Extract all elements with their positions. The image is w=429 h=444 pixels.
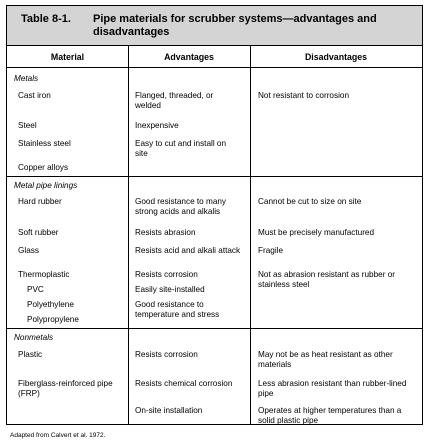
table-footnote: Adapted from Calvert et al. 1972. xyxy=(10,432,106,439)
material-cell: Stainless steel xyxy=(18,139,71,148)
disadvantages-cell: Cannot be cut to size on site xyxy=(258,197,362,206)
column-divider xyxy=(128,46,129,424)
advantages-cell: Resists corrosion xyxy=(135,350,198,359)
table-title-bar xyxy=(7,6,422,46)
material-cell: Fiberglass-reinforced pipe (FRP) xyxy=(18,379,113,398)
material-cell: Soft rubber xyxy=(18,228,59,237)
material-cell: PVC xyxy=(27,285,44,294)
group-label-metals: Metals xyxy=(14,74,39,83)
material-cell: Thermoplastic xyxy=(18,270,70,279)
pipe-materials-table xyxy=(6,5,423,425)
material-cell: Cast iron xyxy=(18,91,51,100)
disadvantages-cell: Must be precisely manufactured xyxy=(258,228,375,237)
group-divider xyxy=(7,176,422,177)
advantages-cell: Resists abrasion xyxy=(135,228,196,237)
table-title: Pipe materials for scrubber systems—advantages and disadvantages xyxy=(93,13,377,39)
material-cell: Polyethylene xyxy=(27,300,74,309)
material-cell: Copper alloys xyxy=(18,163,69,172)
material-cell: Polypropylene xyxy=(27,315,79,324)
group-divider xyxy=(7,328,422,329)
group-label-metal-pipe-linings: Metal pipe linings xyxy=(14,181,78,190)
table-number: Table 8-1. xyxy=(21,13,71,25)
disadvantages-cell: Not as abrasion resistant as rubber or stainless steel xyxy=(258,270,395,289)
material-cell: Steel xyxy=(18,121,37,130)
advantages-cell: Resists corrosion xyxy=(135,270,198,279)
advantages-cell: Good resistance to temperature and stress xyxy=(135,300,220,319)
advantages-cell: Easily site-installed xyxy=(135,285,205,294)
header-advantages: Advantages xyxy=(164,52,214,62)
advantages-cell: Flanged, threaded, or welded xyxy=(135,91,214,110)
material-cell: Plastic xyxy=(18,350,43,359)
advantages-cell: Resists chemical corrosion xyxy=(135,379,233,388)
header-material: Material xyxy=(50,52,85,62)
advantages-cell: Easy to cut and install on site xyxy=(135,139,227,158)
disadvantages-cell: Operates at higher temperatures than a solid plastic pipe xyxy=(258,406,402,425)
group-label-nonmetals: Nonmetals xyxy=(14,333,54,342)
advantages-cell: Inexpensive xyxy=(135,121,179,130)
disadvantages-cell: Fragile xyxy=(258,246,284,255)
material-cell: Hard rubber xyxy=(18,197,62,206)
header-disadvantages: Disadvantages xyxy=(304,52,368,62)
disadvantages-cell: Less abrasion resistant than rubber-lined pipe xyxy=(258,379,407,398)
advantages-cell: On-site installation xyxy=(135,406,203,415)
disadvantages-cell: Not resistant to corrosion xyxy=(258,91,350,100)
column-divider xyxy=(250,46,251,424)
table-header-row xyxy=(7,46,422,68)
advantages-cell: Good resistance to many strong acids and alkalis xyxy=(135,197,227,216)
disadvantages-cell: May not be as heat resistant as other materials xyxy=(258,350,393,369)
advantages-cell: Resists acid and alkali attack xyxy=(135,246,241,255)
material-cell: Glass xyxy=(18,246,39,255)
